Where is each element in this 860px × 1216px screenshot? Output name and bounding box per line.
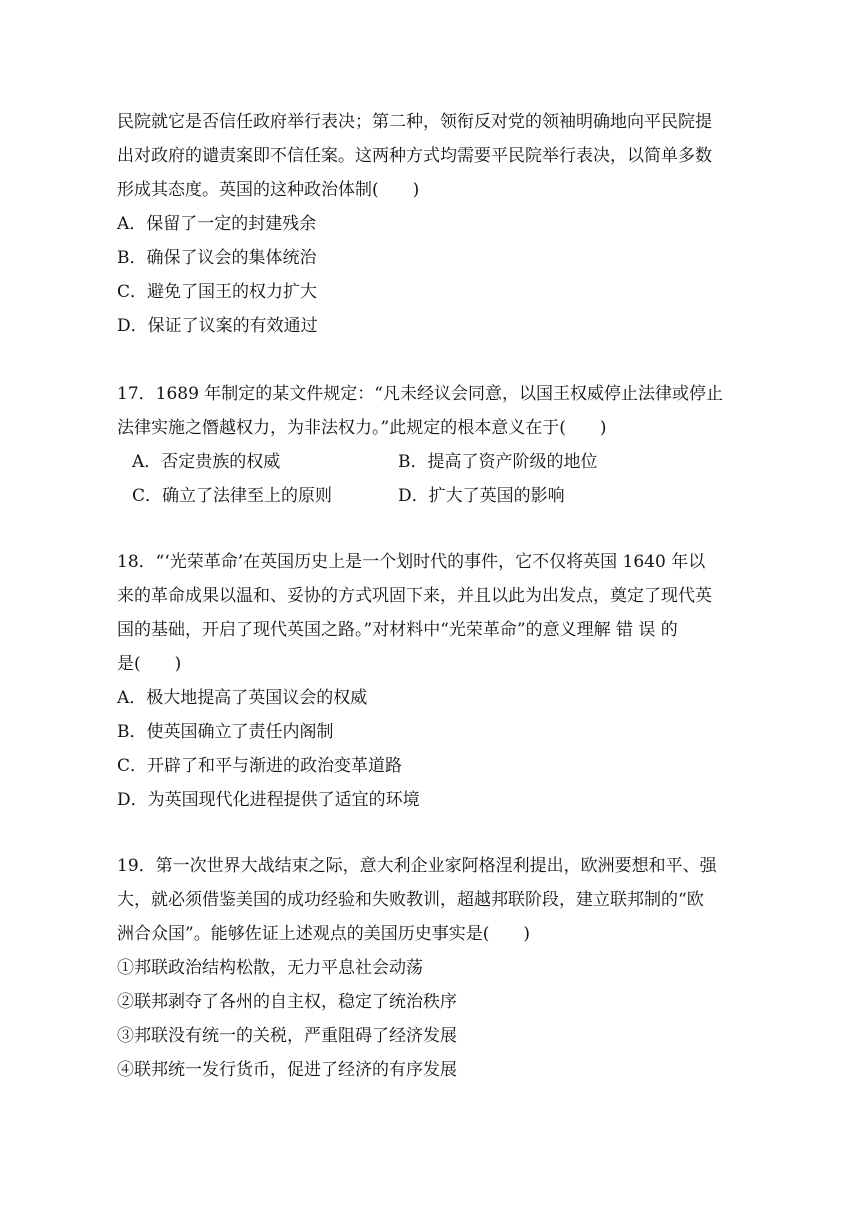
- q18-option-b: B．使英国确立了责任内阁制: [117, 722, 334, 742]
- q18-stem-line-3: 国的基础，开启了现代英国之路。”对材料中“光荣革命”的意义理解 错 误 的: [117, 620, 678, 640]
- q19-stem-line-2: 大，就必须借鉴美国的成功经验和失败教训，超越邦联阶段，建立联邦制的“欧: [117, 890, 704, 910]
- q18-option-c: C．开辟了和平与渐进的政治变革道路: [117, 756, 403, 776]
- q18-option-a: A．极大地提高了英国议会的权威: [117, 688, 368, 708]
- q17-stem-line-2: 法律实施之僭越权力，为非法权力。”此规定的根本意义在于( ): [117, 418, 607, 438]
- q18-stem-line-2: 来的革命成果以温和、妥协的方式巩固下来，并且以此为出发点，奠定了现代英: [117, 586, 712, 606]
- q18-stem-line-1: 18．“‘光荣革命’在英国历史上是一个划时代的事件，它不仅将英国 1640 年以: [117, 552, 706, 572]
- q17-option-d: D．扩大了英国的影响: [398, 486, 565, 506]
- q19-stem-line-1: 19．第一次世界大战结束之际，意大利企业家阿格涅利提出，欧洲要想和平、强: [117, 856, 717, 876]
- q17-stem-line-1: 17．1689 年制定的某文件规定：“凡未经议会同意，以国王权威停止法律或停止: [117, 384, 723, 404]
- q18-stem-line-4: 是( ): [117, 654, 182, 674]
- q16-stem-line-3: 形成其态度。英国的这种政治体制( ): [117, 180, 420, 200]
- q17-option-b: B．提高了资产阶级的地位: [398, 452, 598, 472]
- q19-stem-line-3: 洲合众国”。能够佐证上述观点的美国历史事实是( ): [117, 924, 530, 944]
- q19-statement-2: ②联邦剥夺了各州的自主权，稳定了统治秩序: [117, 992, 457, 1012]
- q16-option-c: C．避免了国王的权力扩大: [117, 282, 318, 302]
- q17-option-a: A．否定贵族的权威: [132, 452, 281, 472]
- q16-stem-line-1: 民院就它是否信任政府举行表决；第二种，领衔反对党的领袖明确地向平民院提: [117, 112, 712, 132]
- q19-statement-4: ④联邦统一发行货币，促进了经济的有序发展: [117, 1060, 457, 1080]
- q16-option-a: A．保留了一定的封建残余: [117, 214, 317, 234]
- q16-stem-line-2: 出对政府的谴责案即不信任案。这两种方式均需要平民院举行表决，以简单多数: [117, 146, 712, 166]
- q19-statement-3: ③邦联没有统一的关税，严重阻碍了经济发展: [117, 1026, 457, 1046]
- q16-option-b: B．确保了议会的集体统治: [117, 248, 317, 268]
- q18-option-d: D．为英国现代化进程提供了适宜的环境: [117, 790, 420, 810]
- q17-option-c: C．确立了法律至上的原则: [132, 486, 333, 506]
- q19-statement-1: ①邦联政治结构松散，无力平息社会动荡: [117, 958, 423, 978]
- q16-option-d: D．保证了议案的有效通过: [117, 316, 318, 336]
